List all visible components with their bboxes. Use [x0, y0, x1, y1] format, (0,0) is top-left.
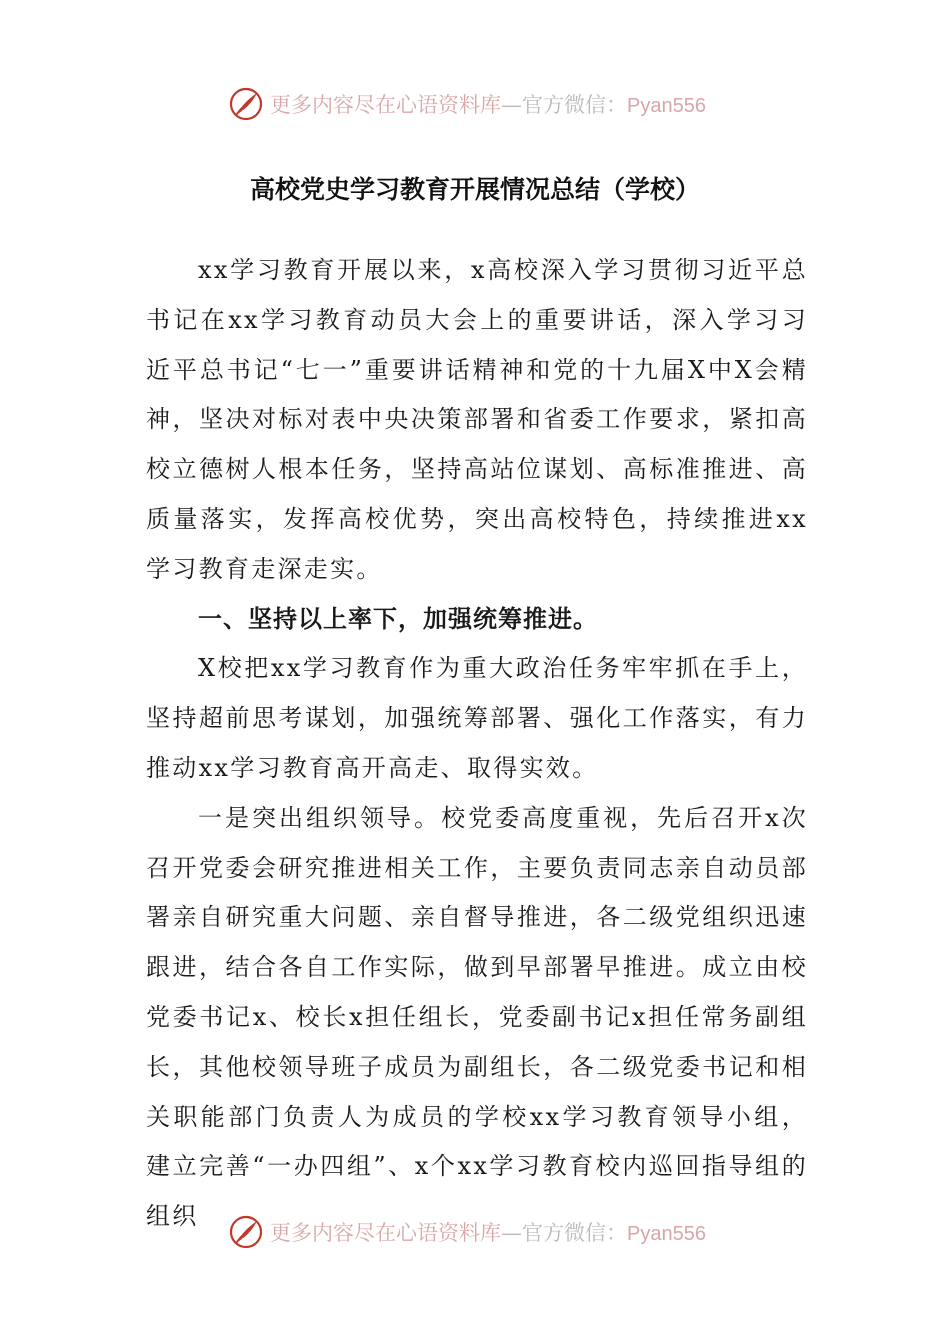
section-heading: 一、坚持以上率下，加强统筹推进。 [198, 604, 598, 633]
header-banner-wechat-id: Pyan556 [627, 95, 706, 117]
footer-watermark-banner [0, 1208, 950, 1256]
body-paragraph: xx学习教育开展以来，x高校深入学习贯彻习近平总书记在xx学习教育动员大会上的重要讲话，深入学习习近平总书记“七一”重要讲话精神和党的十九届X中X会精神，坚决对标对表中央决策部署和省委工作要求，紧扣高校立德树人根本任务，坚持高站位谋划、高标准推进、高质量落实，发挥高校优势，突出高校特色，持续推进xx学习教育走深走实。 [146, 256, 808, 583]
body-paragraph: X校把xx学习教育作为重大政治任务牢牢抓在手上，坚持超前思考谋划，加强统筹部署、强化工作落实，有力推动xx学习教育高开高走、取得实效。 [146, 654, 808, 782]
footer-banner-wechat-id: Pyan556 [627, 1223, 706, 1245]
document-title: 高校党史学习教育开展情况总结（学校） [249, 175, 700, 204]
footer-banner-contact-label: —官方微信： [501, 1221, 627, 1245]
document-body [146, 246, 808, 1242]
footer-banner-text: 更多内容尽在心语资料库 [270, 1221, 501, 1245]
header-watermark-banner [0, 80, 950, 128]
header-banner-text: 更多内容尽在心语资料库 [270, 93, 501, 117]
quill-pen-logo-icon [228, 86, 264, 122]
quill-pen-logo-icon [228, 1214, 264, 1250]
body-paragraph: 一是突出组织领导。校党委高度重视，先后召开x次召开党委会研究推进相关工作，主要负责同志亲自动员部署亲自研究重大问题、亲自督导推进，各二级党组织迅速跟进，结合各自工作实际，做到早部署早推进。成立由校党委书记x、校长x担任组长，党委副书记x担任常务副组长，其他校领导班子成员为副组长，各二级党委书记和相关职能部门负责人为成员的学校xx学习教育领导小组，建立完善“一办四组”、x个xx学习教育校内巡回指导组的组织 [146, 803, 808, 1231]
header-banner-contact-label: —官方微信： [501, 93, 627, 117]
